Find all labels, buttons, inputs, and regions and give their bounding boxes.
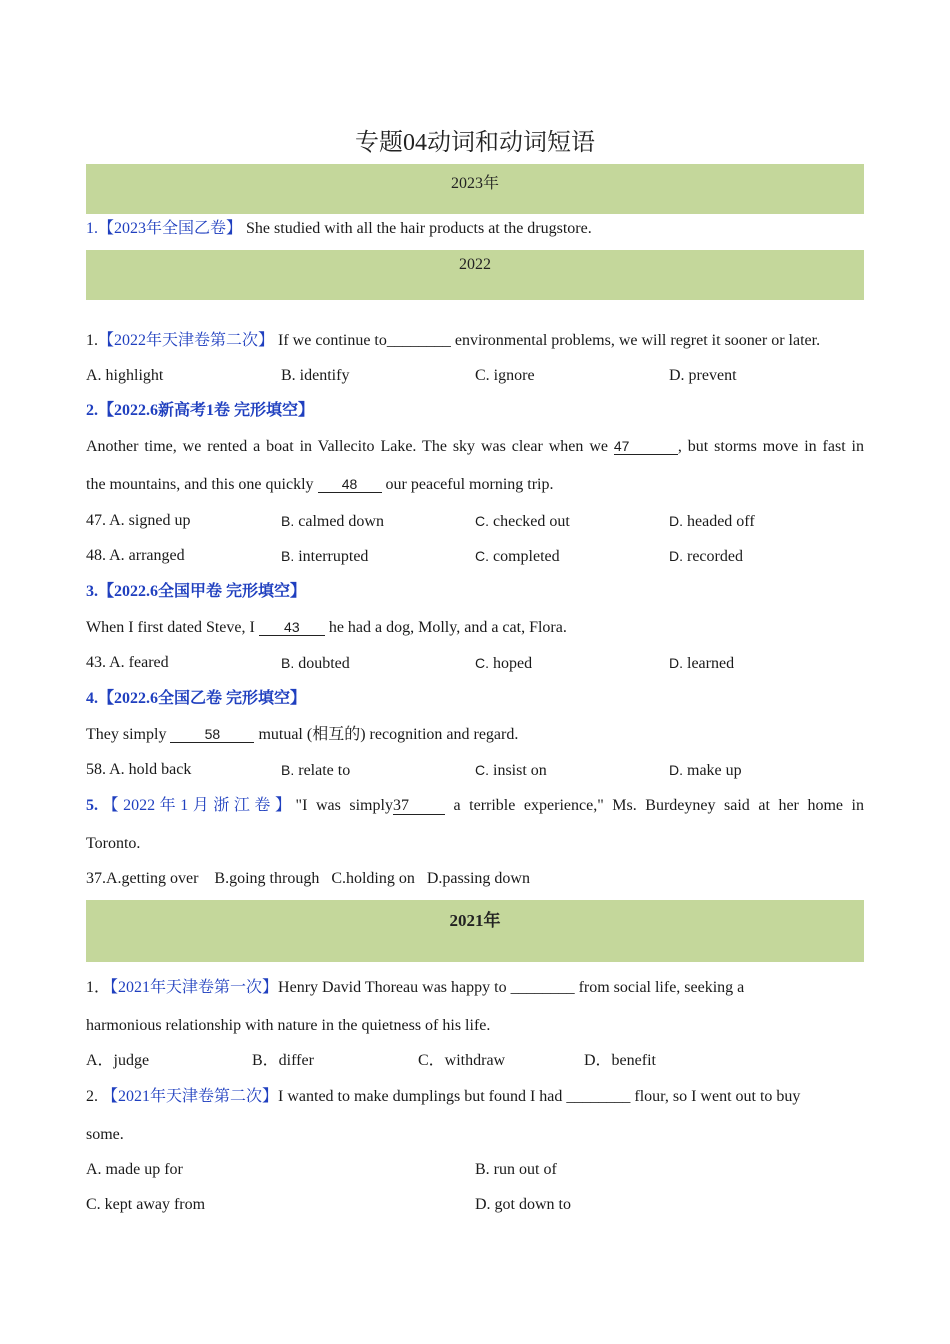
question-source: 【2021年天津卷第二次】 bbox=[102, 1088, 279, 1105]
option-a bbox=[86, 511, 190, 531]
question-source: 【2023年全国乙卷】 bbox=[98, 220, 243, 237]
option-label: 47. A. bbox=[86, 512, 125, 529]
passage-text: "I was simply bbox=[295, 797, 393, 814]
passage-line bbox=[86, 725, 864, 745]
question-text: harmonious relationship with nature in the quietness of his life. bbox=[86, 1017, 491, 1034]
option-d: D．benefit bbox=[584, 1052, 656, 1069]
option-text: relate to bbox=[294, 762, 351, 779]
option-c bbox=[475, 511, 570, 532]
option-text: doubted bbox=[294, 655, 350, 672]
option-c bbox=[475, 760, 547, 781]
option-b: B. identify bbox=[281, 367, 350, 384]
passage-line bbox=[86, 475, 864, 495]
option-d bbox=[669, 760, 742, 781]
section-year-2023: 2023年 bbox=[450, 175, 499, 192]
option-c: C. ignore bbox=[475, 367, 535, 384]
option-c bbox=[475, 653, 532, 674]
option-text: calmed down bbox=[294, 513, 384, 530]
question-text: She studied with all the hair products at the drugstore. bbox=[242, 220, 592, 237]
question-2021-1 bbox=[86, 978, 864, 998]
option-c: C．withdraw bbox=[418, 1052, 506, 1069]
question-2021-2 bbox=[86, 1087, 864, 1107]
question-2022-1 bbox=[86, 331, 864, 351]
option-label: C. bbox=[475, 655, 489, 671]
option-label: C. bbox=[475, 513, 489, 529]
option-text: recorded bbox=[683, 548, 743, 565]
option-label: D. bbox=[669, 513, 683, 529]
question-text: some. bbox=[86, 1126, 124, 1143]
question-number: 2. bbox=[86, 1088, 102, 1105]
section-header-2021 bbox=[86, 900, 864, 962]
option-label: 48. A. bbox=[86, 547, 125, 564]
option-label: D. bbox=[669, 762, 683, 778]
question-source: 【2022年天津卷第二次】 bbox=[98, 332, 275, 349]
option-d bbox=[669, 653, 734, 674]
question-number: 1. bbox=[86, 220, 98, 237]
option-row: 37.A.getting over B.going through C.holding on D.passing down bbox=[86, 870, 530, 887]
passage-text: mutual (相互的) recognition and regard. bbox=[254, 726, 519, 743]
option-label: C. bbox=[475, 762, 489, 778]
passage-text: a terrible experience," Ms. Burdeyney said at her home in bbox=[444, 797, 864, 814]
passage-text: the mountains, and this one quickly bbox=[86, 476, 318, 493]
option-a: A. highlight bbox=[86, 367, 164, 384]
option-d: D. got down to bbox=[475, 1196, 571, 1213]
section-header-2022 bbox=[86, 250, 864, 300]
option-a: A．judge bbox=[86, 1052, 150, 1069]
passage-text: , but storms move in fast in bbox=[677, 438, 865, 455]
option-d bbox=[669, 511, 755, 532]
passage-line bbox=[86, 618, 864, 638]
passage-text: he had a dog, Molly, and a cat, Flora. bbox=[324, 619, 567, 636]
option-text: insist on bbox=[489, 762, 547, 779]
blank-48: 48 bbox=[318, 476, 382, 493]
option-a: A. made up for bbox=[86, 1161, 183, 1178]
passage-text: They simply bbox=[86, 726, 171, 743]
option-label: B. bbox=[281, 655, 295, 671]
option-d bbox=[669, 546, 743, 567]
blank-58: 58 bbox=[170, 726, 254, 743]
option-text: hoped bbox=[489, 655, 533, 672]
option-b bbox=[281, 653, 350, 674]
option-label: C. bbox=[475, 548, 489, 564]
option-text: headed off bbox=[683, 513, 755, 530]
question-number: 1． bbox=[86, 979, 111, 996]
option-label: B. bbox=[281, 548, 295, 564]
option-text: hold back bbox=[124, 761, 192, 778]
section-year-2022: 2022 bbox=[459, 256, 491, 273]
option-b: B. run out of bbox=[475, 1161, 557, 1178]
question-number: 5. bbox=[86, 797, 98, 814]
option-c bbox=[475, 546, 560, 567]
option-b: B．differ bbox=[252, 1052, 314, 1069]
option-text: learned bbox=[683, 655, 735, 672]
question-number: 1. bbox=[86, 332, 98, 349]
passage-text: Another time, we rented a boat in Vallecito Lake. The sky was clear when we bbox=[86, 438, 614, 455]
option-text: arranged bbox=[124, 547, 185, 564]
page-title: 专题04动词和动词短语 bbox=[355, 130, 595, 156]
question-2022-3-header: 3.【2022.6全国甲卷 完形填空】 bbox=[86, 583, 307, 600]
option-text: interrupted bbox=[294, 548, 369, 565]
option-d: D. prevent bbox=[669, 367, 737, 384]
option-text: signed up bbox=[124, 512, 191, 529]
option-label: 43. A. bbox=[86, 654, 125, 671]
option-b bbox=[281, 511, 384, 532]
option-label: D. bbox=[669, 548, 683, 564]
option-text: feared bbox=[124, 654, 169, 671]
option-b bbox=[281, 760, 350, 781]
question-text: If we continue to________ environmental problems, we will regret it sooner or later. bbox=[274, 332, 821, 349]
option-c: C. kept away from bbox=[86, 1196, 206, 1213]
option-text: completed bbox=[489, 548, 560, 565]
question-source: 【2022年1月浙江卷】 bbox=[98, 797, 296, 814]
section-header-2023 bbox=[86, 164, 864, 214]
question-source: 【2021年天津卷第一次】 bbox=[110, 979, 279, 996]
passage-line bbox=[86, 437, 864, 457]
question-text: I wanted to make dumplings but found I had ________ flour, so I went out to buy bbox=[278, 1088, 801, 1105]
option-a bbox=[86, 653, 169, 673]
passage-text: When I first dated Steve, I bbox=[86, 619, 259, 636]
passage-text: our peaceful morning trip. bbox=[381, 476, 554, 493]
blank-43: 43 bbox=[259, 619, 325, 636]
option-text: checked out bbox=[489, 513, 570, 530]
option-label: B. bbox=[281, 513, 295, 529]
option-label: D. bbox=[669, 655, 683, 671]
passage-line: Toronto. bbox=[86, 835, 141, 852]
question-2022-5 bbox=[86, 796, 864, 816]
option-a bbox=[86, 760, 191, 780]
question-2022-2-header: 2.【2022.6新高考1卷 完形填空】 bbox=[86, 402, 315, 419]
section-year-2021: 2021年 bbox=[449, 911, 501, 930]
blank-37: 37 bbox=[393, 798, 445, 815]
blank-47: 47 bbox=[614, 438, 678, 455]
option-text: make up bbox=[683, 762, 742, 779]
option-label: 58. A. bbox=[86, 761, 125, 778]
question-text: Henry David Thoreau was happy to ________ from social life, seeking a bbox=[278, 979, 745, 996]
option-label: B. bbox=[281, 762, 295, 778]
option-b bbox=[281, 546, 368, 567]
option-a bbox=[86, 546, 185, 566]
question-2022-4-header: 4.【2022.6全国乙卷 完形填空】 bbox=[86, 690, 307, 707]
question-2023-1 bbox=[86, 219, 864, 239]
